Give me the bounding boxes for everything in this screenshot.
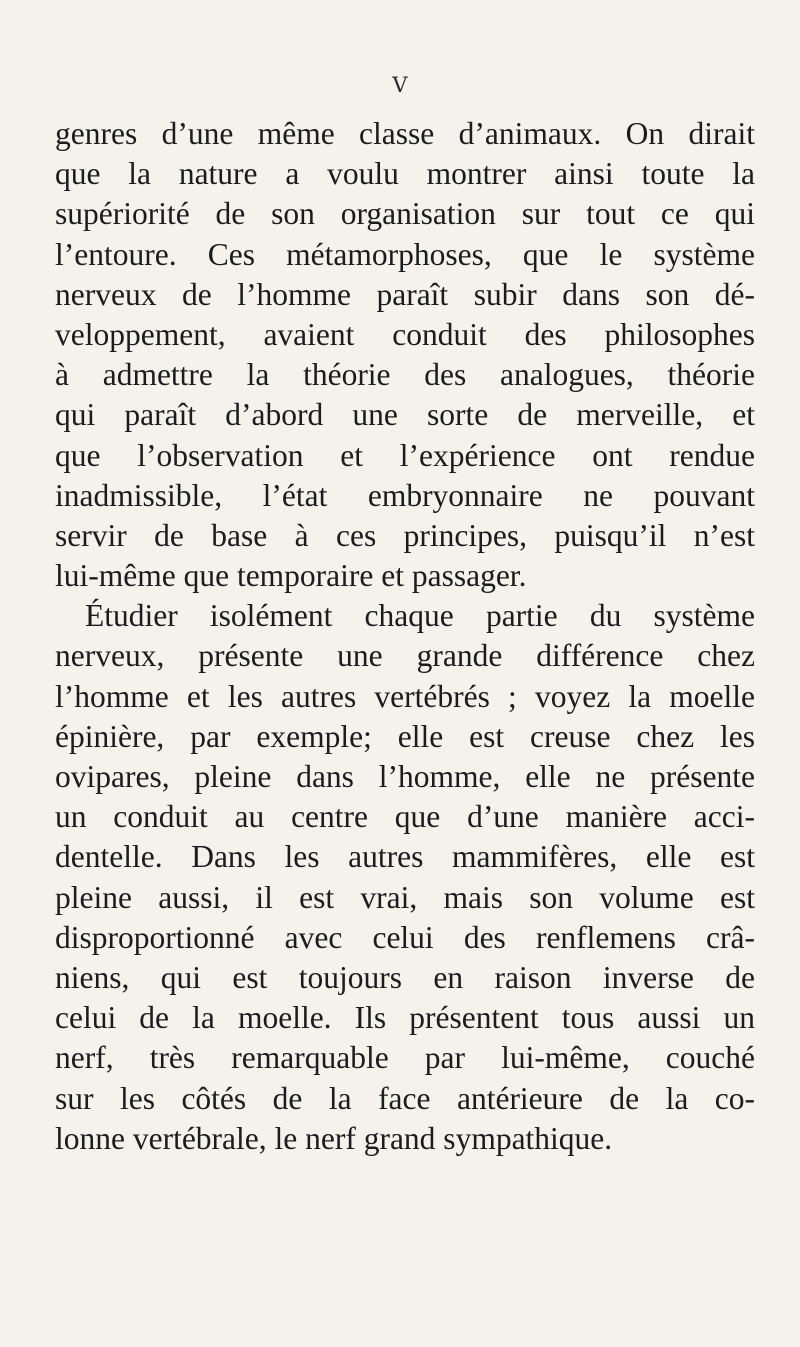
text-line: nerveux, présente une grande différence chez [55,638,755,674]
paragraph-end-line: lui-même que temporaire et passager. [55,558,527,594]
text-line: qui paraît d’abord une sorte de merveille, et [55,397,755,433]
text-line: que l’observation et l’expérience ont rendue [55,437,755,473]
page-number: V [392,73,408,97]
text-line: servir de base à ces principes, puisqu’il n’est [55,517,755,553]
text-line: disproportionné avec celui des renflemens crâ- [55,919,755,955]
paragraph-start-line: Étudier isolément chaque partie du système [85,598,755,634]
text-line: sur les côtés de la face antérieure de la co- [55,1080,755,1116]
body-text [55,114,755,1159]
text-line: inadmissible, l’état embryonnaire ne pouvant [55,477,755,513]
text-line: veloppement, avaient conduit des philosophes [55,316,755,352]
text-line: l’homme et les autres vertébrés ; voyez la moelle [55,678,755,714]
text-line: dentelle. Dans les autres mammifères, elle est [55,839,755,875]
text-line: que la nature a voulu montrer ainsi toute la [55,156,755,192]
text-line: l’entoure. Ces métamorphoses, que le système [55,236,755,272]
text-line: genres d’une même classe d’animaux. On dirait [55,116,755,151]
text-line: nerveux de l’homme paraît subir dans son dé- [55,276,755,312]
paragraph-end-line: lonne vertébrale, le nerf grand sympathique. [55,1120,613,1156]
text-line: niens, qui est toujours en raison inverse de [55,959,755,995]
text-line: épinière, par exemple; elle est creuse chez les [55,718,755,754]
text-line: un conduit au centre que d’une manière acci- [55,799,755,835]
text-line: nerf, très remarquable par lui-même, couché [55,1040,755,1076]
text-line: supériorité de son organisation sur tout ce qui [55,196,755,232]
text-line: pleine aussi, il est vrai, mais son volume est [55,879,755,915]
text-line: celui de la moelle. Ils présentent tous aussi un [55,1000,755,1036]
text-line: à admettre la théorie des analogues, théorie [55,357,755,393]
text-line: ovipares, pleine dans l’homme, elle ne présente [55,759,755,794]
